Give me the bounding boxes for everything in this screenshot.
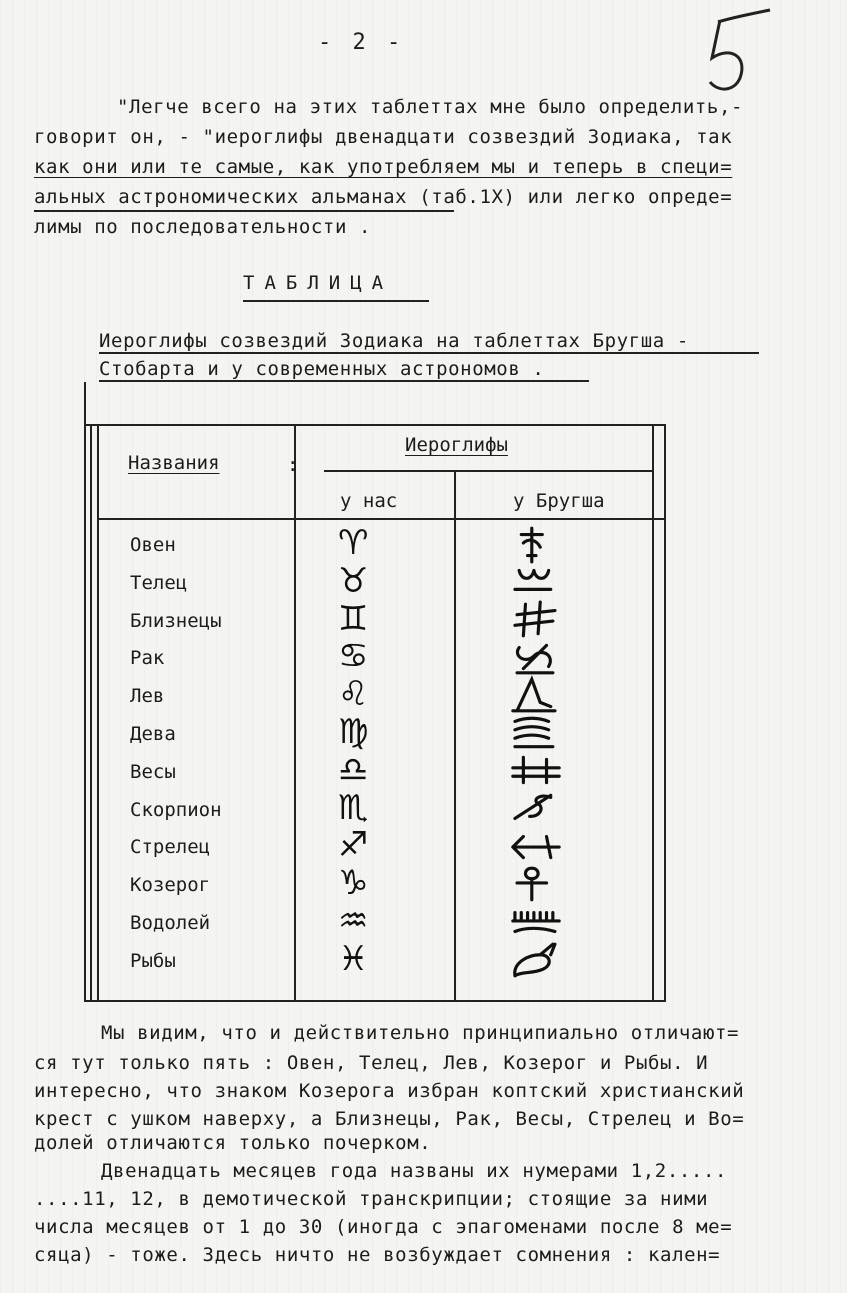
intro-line-4: альных астрономических альманах (таб.1Х) или легко опреде= [34, 186, 733, 208]
table-title: ТАБЛИЦА [243, 272, 394, 294]
header-ours: у нас [340, 490, 398, 512]
table-divider-glyphs [454, 470, 456, 1002]
handwritten-page-number [700, 8, 780, 98]
zodiac-glyph-brugsch [508, 864, 564, 904]
header-glyphs: Иероглифы [405, 434, 508, 456]
intro-underline [34, 210, 454, 212]
zodiac-glyph-modern: ♍ [338, 712, 369, 752]
zodiac-glyph-brugsch [508, 902, 564, 942]
intro-line-5: лимы по последовательности . [34, 216, 372, 238]
zodiac-glyph-brugsch [508, 713, 564, 753]
page-number: - 2 - [318, 30, 405, 55]
zodiac-glyph-modern: ♊ [338, 599, 369, 639]
table-border-right-inner [652, 424, 654, 1002]
zodiac-name: Скорпион [130, 799, 222, 821]
zodiac-name: Близнецы [130, 610, 222, 632]
header-brugsch: у Бругша [513, 490, 605, 512]
zodiac-name: Лев [130, 685, 165, 707]
body-line-4: крест с ушком наверху, а Близнецы, Рак, Весы, Стрелец и Во= [34, 1108, 745, 1130]
body-line-2: ся тут только пять : Овен, Телец, Лев, Козерог и Рыбы. И [34, 1052, 709, 1074]
caption-underline-2 [99, 380, 589, 382]
body-line-3: интересно, что знаком Козерога избран коптский христианский [34, 1080, 745, 1102]
zodiac-glyph-modern: ♌ [338, 674, 369, 714]
zodiac-glyph-brugsch [508, 524, 564, 564]
zodiac-name: Телец [130, 572, 188, 594]
table-header-bottom [97, 518, 666, 520]
body-line-6: Двенадцать месяцев года названы их нумерами 1,2..... [101, 1160, 728, 1182]
table-caption-line-2: Стобарта и у современных астрономов . [99, 358, 545, 380]
zodiac-glyph-brugsch [508, 826, 564, 866]
zodiac-glyph-brugsch [508, 600, 564, 640]
zodiac-glyph-modern: ♑ [338, 863, 369, 903]
table-left-bracket [84, 382, 86, 1002]
zodiac-glyph-modern: ♓ [338, 939, 369, 979]
header-colon: : [287, 454, 299, 476]
zodiac-glyph-brugsch [508, 675, 564, 715]
intro-line-1: "Легче всего на этих таблеттах мне было определить,- [117, 96, 744, 118]
zodiac-glyph-brugsch [508, 789, 564, 829]
intro-line-2: говорит он, - "иероглифы двенадцати созвездий Зодиака, так [34, 126, 733, 148]
zodiac-glyph-brugsch [508, 940, 564, 980]
header-names: Названия [128, 452, 220, 474]
table-bottom-border [84, 1000, 666, 1002]
caption-underline-1 [99, 352, 759, 354]
zodiac-glyph-modern: ♐ [338, 825, 369, 865]
zodiac-name: Овен [130, 534, 176, 556]
zodiac-glyph-modern: ♎ [338, 750, 369, 790]
zodiac-name: Водолей [130, 912, 211, 934]
zodiac-glyph-modern: ♏ [338, 788, 369, 828]
zodiac-glyph-modern: ♉ [338, 561, 369, 601]
body-line-1: Мы видим, что и действительно принципиально отличают= [101, 1022, 740, 1044]
table-border-left-inner [97, 424, 99, 1002]
zodiac-name: Козерог [130, 874, 211, 896]
table-caption-line-1: Иероглифы созвездий Зодиака на таблеттах Бругша - [99, 330, 689, 352]
zodiac-name: Рак [130, 647, 165, 669]
intro-line-3: как они или те самые, как употребляем мы и теперь в специ= [34, 156, 733, 178]
table-header-split [324, 470, 654, 472]
table-border-left [90, 424, 92, 1002]
table-top-border [84, 424, 666, 426]
body-line-8: числа месяцев от 1 до 30 (иногда с эпагоменами после 8 ме= [34, 1216, 733, 1238]
zodiac-glyph-modern: ♒ [338, 901, 369, 941]
body-line-7: ....11, 12, в демотической транскрипции; стоящие за ними [34, 1188, 709, 1210]
zodiac-glyph-brugsch [508, 562, 564, 602]
body-line-5: долей отличаются только почерком. [34, 1132, 432, 1154]
zodiac-name: Дева [130, 723, 176, 745]
zodiac-name: Весы [130, 761, 176, 783]
zodiac-glyph-brugsch [508, 637, 564, 677]
zodiac-name: Стрелец [130, 836, 211, 858]
zodiac-name: Рыбы [130, 950, 176, 972]
body-line-9: сяца) - тоже. Здесь ничто не возбуждает сомнения : кален= [34, 1244, 721, 1266]
zodiac-glyph-brugsch [508, 751, 564, 791]
zodiac-glyph-modern: ♈ [338, 523, 369, 563]
table-title-underline [243, 300, 429, 302]
table-divider-names [294, 424, 296, 1002]
zodiac-glyph-modern: ♋ [338, 636, 369, 676]
table-border-right [664, 424, 666, 1002]
